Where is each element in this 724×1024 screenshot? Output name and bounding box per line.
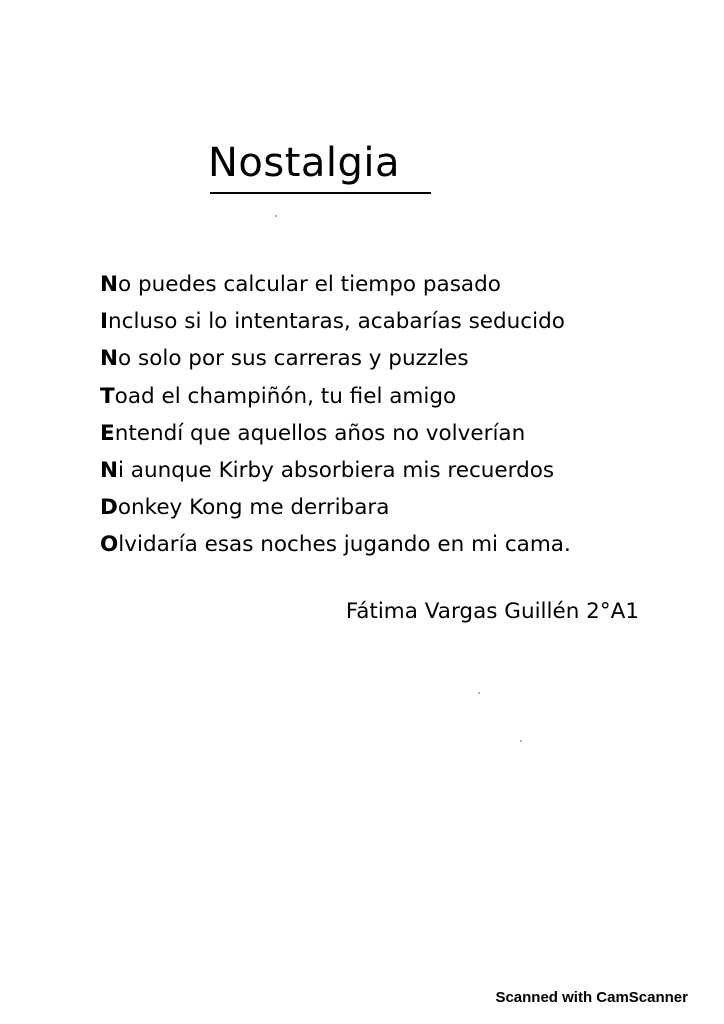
poem-body bbox=[100, 266, 700, 564]
poem-line-text: lvidaría esas noches jugando en mi cama. bbox=[118, 532, 571, 558]
poem-line bbox=[100, 266, 700, 303]
camscanner-watermark: Scanned with CamScanner bbox=[495, 989, 688, 1006]
acrostic-initial: T bbox=[100, 383, 115, 409]
poem-line-text: oad el champiñón, tu fiel amigo bbox=[114, 383, 457, 409]
poem-line bbox=[100, 489, 700, 526]
acrostic-initial: O bbox=[100, 532, 119, 558]
poem-line-text: onkey Kong me derribara bbox=[117, 495, 390, 521]
acrostic-initial: N bbox=[100, 457, 118, 483]
poem-line-text: o puedes calcular el tiempo pasado bbox=[118, 272, 501, 297]
poem-line bbox=[100, 378, 700, 415]
acrostic-initial: N bbox=[100, 346, 118, 372]
poem-title: Nostalgia bbox=[208, 140, 401, 186]
poem-line bbox=[100, 526, 700, 563]
acrostic-initial: N bbox=[100, 272, 118, 297]
poem-line bbox=[100, 340, 700, 377]
poem-line-text: ntendí que aquellos años no volverían bbox=[114, 420, 526, 446]
scan-speck bbox=[275, 215, 277, 217]
poem-line bbox=[100, 452, 700, 489]
author-signature: Fátima Vargas Guillén 2°A1 bbox=[345, 599, 639, 624]
acrostic-initial: D bbox=[100, 495, 118, 521]
acrostic-initial: E bbox=[100, 420, 115, 446]
scan-speck bbox=[520, 740, 522, 742]
poem-line-text: ncluso si lo intentaras, acabarías seducido bbox=[108, 309, 565, 335]
poem-line bbox=[100, 303, 700, 340]
scan-speck bbox=[478, 692, 480, 694]
acrostic-initial: I bbox=[100, 309, 108, 335]
poem-line-text: o solo por sus carreras y puzzles bbox=[118, 346, 469, 372]
poem-line-text: i aunque Kirby absorbiera mis recuerdos bbox=[118, 457, 555, 483]
title-underline bbox=[210, 192, 431, 194]
poem-line bbox=[100, 415, 700, 452]
